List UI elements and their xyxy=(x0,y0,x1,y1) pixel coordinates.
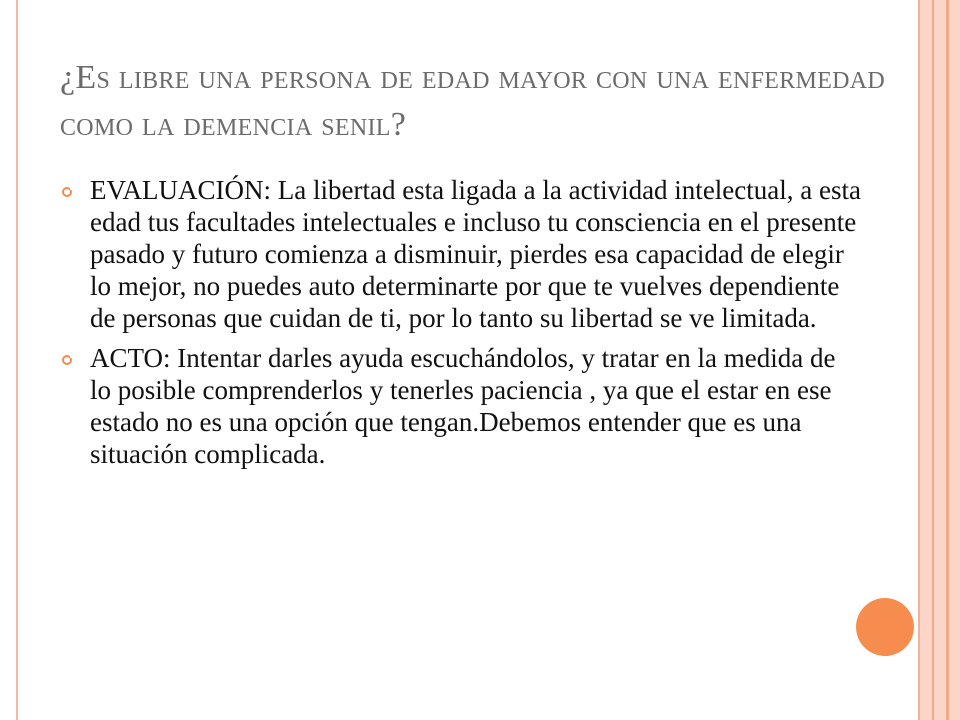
frame-line xyxy=(932,0,934,720)
frame-line xyxy=(918,0,920,720)
bullet-item-acto xyxy=(62,342,862,470)
ring-bullet-icon xyxy=(62,187,72,197)
slide-title: ¿Es libre una persona de edad mayor con una enfermedad como la demencia senil? xyxy=(60,59,886,143)
bullet-item-evaluacion xyxy=(62,174,862,334)
right-frame-border xyxy=(918,0,960,720)
bullet-text: EVALUACIÓN: La libertad esta ligada a la actividad intelectual, a esta edad tus facultades intelectuales e incluso tu consciencia en el presente pasado y futuro comienza a disminuir, pierdes esa capacidad de elegir lo mejor, no puedes auto determinarte por que te vuelves dependiente de personas que cuidan de ti, por lo tanto su libertad se ve limitada. xyxy=(90,175,861,333)
frame-line xyxy=(946,0,949,720)
decorative-orange-circle xyxy=(856,598,914,656)
bullet-text: ACTO: Intentar darles ayuda escuchándolos, y tratar en la medida de lo posible comprenderlos y tenerles paciencia , ya que el estar en ese estado no es una opción que tengan.Debemos entender que es una situación complicada. xyxy=(90,343,836,469)
ring-bullet-icon xyxy=(62,355,72,365)
slide-content xyxy=(62,174,862,478)
left-frame-border xyxy=(0,0,18,720)
